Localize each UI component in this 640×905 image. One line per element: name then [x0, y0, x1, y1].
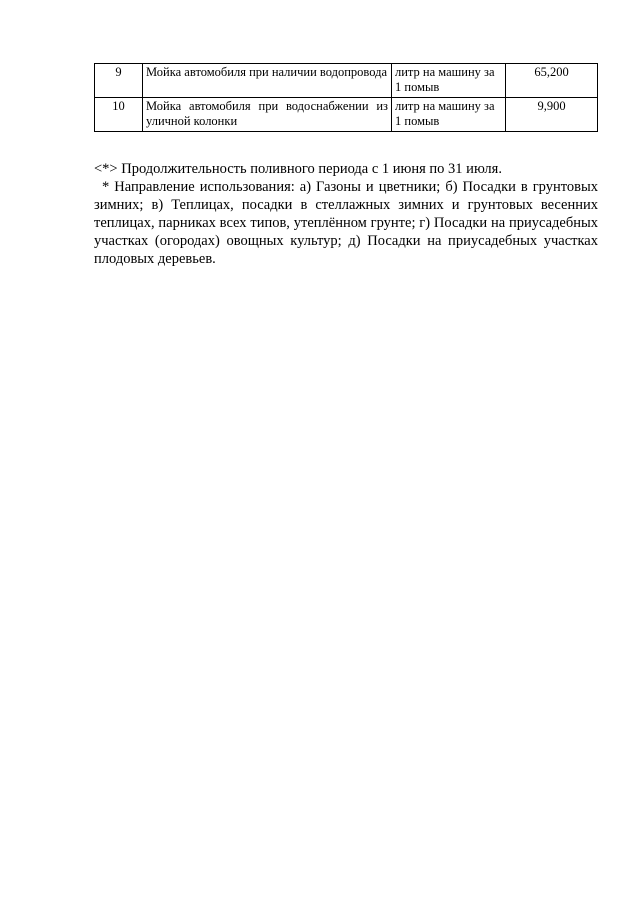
footnotes	[94, 160, 598, 268]
row-description: Мойка автомобиля при наличии водопровода	[143, 64, 392, 98]
row-description: Мойка автомобиля при водоснабжении из уличной колонки	[143, 98, 392, 132]
row-unit: литр на машину за 1 помыв	[392, 98, 506, 132]
row-value: 9,900	[506, 98, 598, 132]
footnote-usage-direction: * Направление использования: а) Газоны и цветники; б) Посадки в грунтовых зимних; в) Теплицах, посадки в стеллажных зимних и грунтовых весенних теплицах, парниках всех типов, утеплённом грунте; г) Посадки на приусадебных участках (огородах) овощных культур; д) Посадки на приусадебных участках плодовых деревьев.	[94, 179, 598, 267]
row-number: 10	[95, 98, 143, 132]
row-number: 9	[95, 64, 143, 98]
footnote-irrigation-period: <*> Продолжительность поливного периода с 1 июня по 31 июля.	[94, 161, 502, 177]
row-value: 65,200	[506, 64, 598, 98]
row-unit: литр на машину за 1 помыв	[392, 64, 506, 98]
water-norms-table	[94, 63, 598, 132]
table-row	[95, 98, 598, 132]
table-row	[95, 64, 598, 98]
